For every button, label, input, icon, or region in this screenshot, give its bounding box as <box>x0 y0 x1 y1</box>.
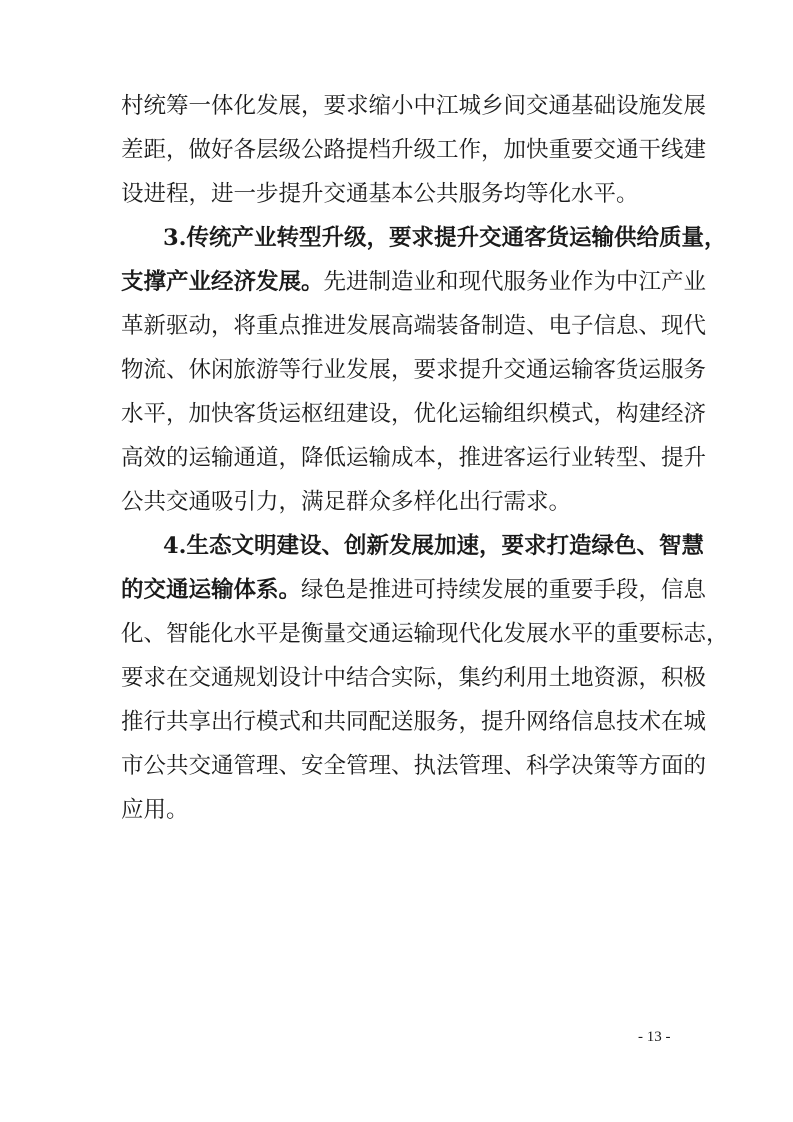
body-line <box>121 394 706 434</box>
body-line <box>121 306 706 346</box>
body-line <box>121 130 706 170</box>
body-line <box>121 86 706 126</box>
line-text: 物流、休闲旅游等行业发展，要求提升交通运输客货运服务 <box>121 357 707 383</box>
line-text: 公共交通吸引力，满足群众多样化出行需求。 <box>121 489 572 515</box>
section-heading-line <box>163 218 727 258</box>
section-heading-line <box>163 526 704 566</box>
page-number: - 13 - <box>638 1029 671 1045</box>
body-line <box>121 570 706 610</box>
section-heading-3-cont: 支撑产业经济发展。 <box>121 269 324 295</box>
line-text: 设进程，进一步提升交通基本公共服务均等化水平。 <box>121 181 639 207</box>
body-line <box>121 262 706 302</box>
line-text: 水平，加快客货运枢纽建设，优化运输组织模式，构建经济 <box>121 401 707 427</box>
body-line <box>121 746 706 786</box>
line-text: 应用。 <box>121 797 189 823</box>
section-heading-3: 3.传统产业转型升级，要求提升交通客货运输供给质量， <box>163 225 727 251</box>
line-text: 高效的运输通道，降低运输成本，推进客运行业转型、提升 <box>121 445 707 471</box>
body-line <box>121 438 706 478</box>
section-heading-4-cont: 的交通运输体系。 <box>121 577 302 603</box>
line-text: 村统筹一体化发展，要求缩小中江城乡间交通基础设施发展 <box>121 93 707 119</box>
body-line <box>121 658 706 698</box>
line-text: 推行共享出行模式和共同配送服务，提升网络信息技术在城 <box>121 709 707 735</box>
body-line <box>121 350 706 390</box>
line-text: 差距，做好各层级公路提档升级工作，加快重要交通干线建 <box>121 137 707 163</box>
body-line <box>121 790 189 830</box>
section-heading-4: 4.生态文明建设、创新发展加速，要求打造绿色、智慧 <box>163 533 704 559</box>
line-text: 要求在交通规划设计中结合实际，集约利用土地资源，积极 <box>121 665 707 691</box>
body-line <box>121 614 729 654</box>
line-text: 先进制造业和现代服务业作为中江产业 <box>323 269 707 295</box>
line-text: 市公共交通管理、安全管理、执法管理、科学决策等方面的 <box>121 753 707 779</box>
line-text: 革新驱动，将重点推进发展高端装备制造、电子信息、现代 <box>121 313 707 339</box>
body-line <box>121 174 639 214</box>
line-text: 化、智能化水平是衡量交通运输现代化发展水平的重要标志， <box>121 621 729 647</box>
body-line <box>121 702 706 742</box>
line-text: 绿色是推进可持续发展的重要手段，信息 <box>301 577 707 603</box>
body-line <box>121 482 571 522</box>
